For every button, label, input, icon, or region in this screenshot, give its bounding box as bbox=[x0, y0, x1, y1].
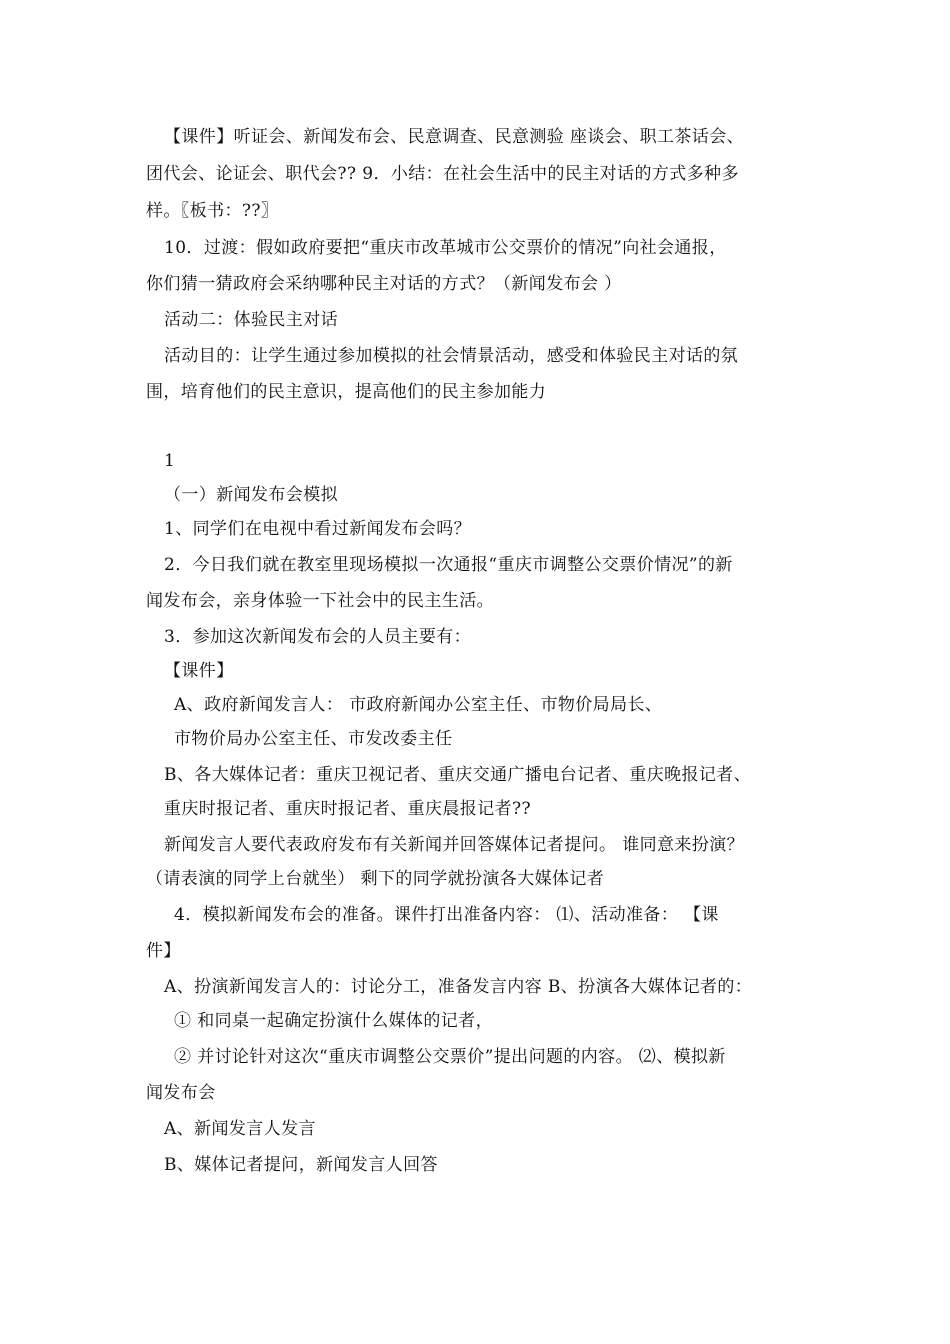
text-line-1: 【课件】听证会、新闻发布会、民意调查、民意测验 座谈会、职工茶话会、 bbox=[164, 127, 745, 147]
page-number: 1 bbox=[164, 451, 176, 471]
text-line-26: ② 并讨论针对这次“重庆市调整公交票价”提出问题的内容。 ⑵、模拟新 bbox=[174, 1047, 726, 1067]
text-line-21: （请表演的同学上台就坐） 剩下的同学就扮演各大媒体记者 bbox=[146, 869, 605, 889]
text-line-7: 活动目的：让学生通过参加模拟的社会情景活动，感受和体验民主对话的氛 bbox=[164, 346, 739, 366]
text-line-25: ① 和同桌一起确定扮演什么媒体的记者， bbox=[174, 1011, 494, 1031]
text-line-17: 市物价局办公室主任、市发改委主任 bbox=[174, 729, 453, 749]
section-heading: （一）新闻发布会模拟 bbox=[164, 485, 338, 505]
text-line-27: 闻发布会 bbox=[146, 1083, 216, 1103]
text-line-12: 2．今日我们就在教室里现场模拟一次通报“重庆市调整公交票价情况”的新 bbox=[164, 555, 733, 575]
activity-heading: 活动二：体验民主对话 bbox=[164, 310, 338, 330]
text-line-13: 闻发布会，亲身体验一下社会中的民主生活。 bbox=[146, 591, 494, 611]
text-line-11: 1、同学们在电视中看过新闻发布会吗？ bbox=[164, 519, 472, 539]
text-line-3: 样。〖板书：??〗 bbox=[146, 201, 279, 221]
text-line-28: A、新闻发言人发言 bbox=[164, 1119, 316, 1139]
text-line-22: 4．模拟新闻发布会的准备。课件打出准备内容： ⑴、活动准备： 【课 bbox=[174, 905, 719, 925]
text-line-4: 10．过渡：假如政府要把“重庆市改革城市公交票价的情况”向社会通报， bbox=[164, 238, 727, 258]
text-line-24: A、扮演新闻发言人的：讨论分工，准备发言内容 B、扮演各大媒体记者的： bbox=[164, 977, 753, 997]
text-line-29: B、媒体记者提问，新闻发言人回答 bbox=[164, 1155, 438, 1175]
text-line-8: 围，培育他们的民主意识，提高他们的民主参加能力 bbox=[146, 382, 547, 402]
text-line-14: 3．参加这次新闻发布会的人员主要有： bbox=[164, 627, 472, 647]
text-line-19: 重庆时报记者、重庆时报记者、重庆晨报记者?? bbox=[164, 799, 532, 819]
text-line-20: 新闻发言人要代表政府发布有关新闻并回答媒体记者提问。 谁同意来扮演？ bbox=[164, 835, 745, 855]
text-line-18: B、各大媒体记者：重庆卫视记者、重庆交通广播电台记者、重庆晚报记者、 bbox=[164, 765, 752, 785]
text-line-15: 【课件】 bbox=[164, 661, 234, 681]
text-line-23: 件】 bbox=[146, 941, 181, 961]
text-line-2: 团代会、论证会、职代会?? 9．小结：在社会生活中的民主对话的方式多种多 bbox=[146, 164, 739, 184]
text-line-5: 你们猜一猜政府会采纳哪种民主对话的方式？（新闻发布会 ） bbox=[146, 274, 622, 294]
text-line-16: A、政府新闻发言人： 市政府新闻办公室主任、市物价局局长、 bbox=[174, 695, 663, 715]
